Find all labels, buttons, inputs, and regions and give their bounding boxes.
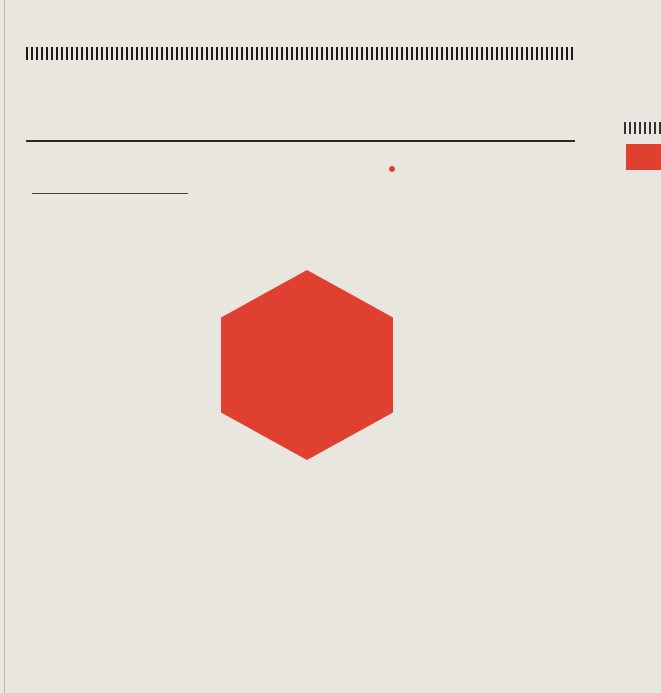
end-mark-icon — [389, 166, 395, 172]
byline-rule — [32, 193, 188, 194]
right-column-red-block — [626, 144, 661, 170]
right-column-bar-rule — [624, 122, 661, 134]
left-column-rule — [4, 0, 5, 693]
right-column-fragment — [612, 0, 661, 693]
article-paragraph — [313, 160, 575, 178]
section-bar-rule — [26, 47, 574, 60]
headline-divider — [26, 140, 575, 142]
previous-article-fragment — [0, 0, 600, 40]
